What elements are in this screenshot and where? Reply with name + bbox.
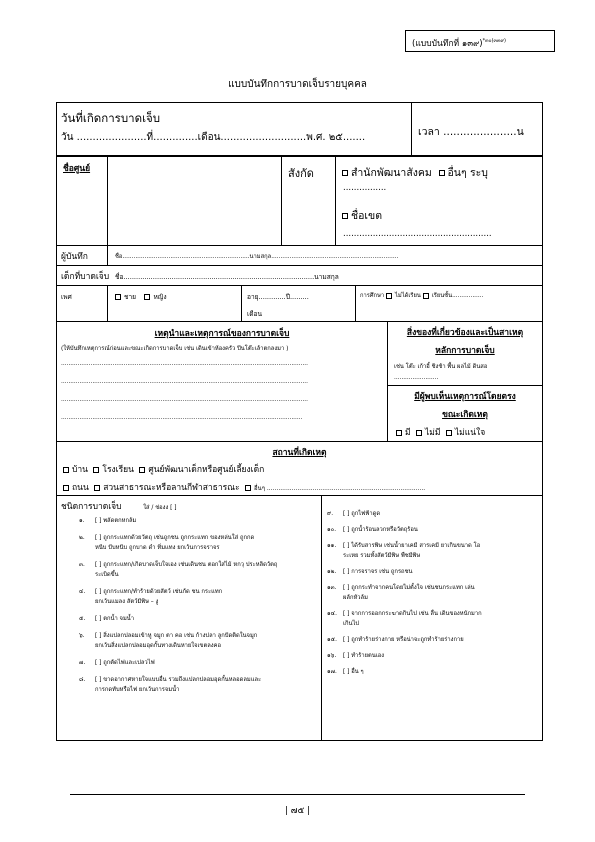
place-options-row-1[interactable]: บ้าน โรงเรียน ศูนย์พัฒนาเด็กหรือศูนย์เลี้ยงเด็ก — [63, 462, 264, 476]
injury-type-text: [ ] ถูกทำร้ายร่างกาย หรือน่าจะถูกทำร้ายร่างกาย — [343, 637, 464, 643]
divider — [57, 245, 542, 246]
injury-type-text: [ ] จากการออกกระฆาดกินไป เช่น ลื่น เดินของหนักมาก — [343, 611, 482, 617]
cause-line-2[interactable]: ...................................................................................................................................... — [61, 379, 308, 385]
injury-type-text: [ ] ถูกกระแทก/ทำร้ายด้วยสัตว์ เช่นกัด ชน กระแทก — [95, 589, 223, 595]
injury-type-number: ๑๐. — [327, 527, 337, 533]
form-frame — [56, 102, 543, 741]
checkbox-park[interactable] — [94, 485, 100, 491]
injury-type-text-continued: หนีบ บีบหนีบ ถูกบาด ดำ ทิ่มแทง ยกเว้นการจราจร — [95, 545, 220, 551]
injury-type-number: ๓. — [79, 562, 85, 568]
injury-type-text-continued: ระเหย รวมทั้งสัตว์มีพิษ พืชมีพิษ — [343, 553, 421, 559]
checkbox[interactable] — [439, 170, 445, 176]
injury-type-text: [ ] ตกน้ำ จมน้ำ — [95, 616, 134, 622]
injury-type-item[interactable] — [79, 559, 277, 569]
injury-type-item[interactable] — [327, 540, 480, 550]
checkbox-school[interactable] — [93, 467, 99, 473]
divider — [57, 265, 542, 266]
sex-options[interactable]: ชาย หญิง — [115, 291, 167, 302]
injury-type-number: ๑๕. — [327, 637, 337, 643]
divider — [387, 385, 542, 386]
injury-type-text-continued: ระเบิดขึ้น — [95, 572, 119, 578]
place-heading: สถานที่เกิดเหตุ — [272, 448, 327, 458]
form-number-box — [405, 30, 555, 52]
witness-heading-1: มีผู้พบเห็นเหตุการณ์โดยตรง — [414, 392, 516, 402]
divider — [57, 321, 542, 322]
sex-label: เพศ — [61, 293, 72, 301]
place-options-row-2[interactable]: ถนน สวนสาธารณะหรือลานกีฬาสาธารณะ อื่นๆ ................................................................................... — [63, 480, 425, 494]
injury-type-item[interactable] — [79, 657, 155, 667]
injury-type-item[interactable] — [79, 532, 254, 542]
injury-type-text: [ ] ขาดอากาศหายใจแบบอื่น รวมถึงแปลกปลอมอุดกั้นหลอดลมและ — [95, 677, 262, 683]
related-object-line[interactable]: ........................ — [394, 375, 439, 381]
page-number: | ๗๕ | — [284, 806, 311, 816]
injury-type-text-continued: ยกเว้นสิ่งแปลกปลอมอุดกั้นทางเดินหายใจเขตลงคอ — [95, 643, 221, 649]
related-object-heading-2: หลักการบาดเจ็บ — [435, 346, 495, 356]
cause-line-1[interactable]: ...................................................................................................................................... — [61, 361, 308, 367]
injury-type-number: ๑๔. — [327, 611, 337, 617]
recorder-name-line[interactable]: ชื่อ.....................................................................นามสกุล..................................................................... — [115, 254, 399, 260]
child-name-line[interactable]: ชื่อ...........................................................................................นามสกุล — [115, 273, 339, 281]
injury-type-text: [ ] ถูกไฟฟ้าดูด — [343, 511, 381, 517]
divider — [107, 155, 108, 245]
form-number-suffix: *๓๐(๓๓๙) — [482, 38, 506, 45]
injury-type-text-continued: ผลักหัวล้ม — [343, 595, 368, 601]
injury-type-item[interactable] — [327, 566, 412, 576]
affiliation-option-district[interactable]: ชื่อเขต — [342, 207, 382, 224]
injury-type-text: [ ] ได้รับสารพิษ เช่นน้ำยาเคมี สารเคมี ยาเกินขนาด โอ — [343, 543, 481, 549]
divider — [107, 245, 108, 265]
affiliation-label: สังกัด — [288, 167, 314, 180]
injury-type-text: [ ] พลัดตกหกล้ม — [95, 518, 137, 524]
injury-type-number: ๖. — [79, 633, 85, 639]
injury-type-text: [ ] ถูกตัดไฟและเปลวไฟ — [95, 660, 155, 666]
injury-type-number: ๑๓. — [327, 585, 337, 591]
injury-type-number: ๑. — [79, 518, 85, 524]
divider — [107, 285, 108, 321]
checkbox-childcare[interactable] — [139, 467, 145, 473]
injury-type-item[interactable] — [327, 582, 475, 592]
injury-type-item[interactable] — [327, 666, 364, 676]
witness-heading-2: ขณะเกิดเหตุ — [442, 410, 488, 420]
injury-type-item[interactable] — [327, 608, 482, 618]
injury-type-text: [ ] ถูกกระทำจากคนโดยไม่ตั้งใจ เช่นชนกระแทก เล่น — [343, 585, 475, 591]
injury-type-text-continued: ยกเว้นแมลง สัตว์มีพิษ – งู — [95, 599, 159, 605]
injury-type-text: [ ] ถูกน้ำร้อนลวกหรือวัตถุร้อน — [343, 527, 418, 533]
footer-rule — [70, 794, 525, 795]
checkbox-not-studying[interactable] — [386, 293, 392, 299]
cause-heading: เหตุนำและเหตุการณ์ของการบาดเจ็บ — [154, 329, 290, 339]
divider — [57, 495, 542, 496]
injury-type-number: ๑๑. — [327, 543, 337, 549]
injury-type-number: ๘. — [79, 677, 86, 683]
injury-type-number: ๕. — [79, 616, 86, 622]
injury-type-number: ๑๗. — [327, 669, 337, 675]
divider — [57, 285, 542, 286]
district-line[interactable]: ....................................................... — [343, 229, 492, 239]
injury-type-text: [ ] อื่น ๆ — [343, 669, 364, 675]
checkbox-road[interactable] — [63, 485, 69, 491]
injury-type-item[interactable] — [327, 634, 464, 644]
cause-line-4[interactable]: ................................................................................................................................... — [61, 415, 303, 421]
divider — [411, 103, 412, 155]
cause-line-3[interactable]: ...................................................................................................................................... — [61, 397, 308, 403]
checkbox[interactable] — [342, 213, 348, 219]
form-number: (แบบบันทึกที่ ๑๓๙) — [412, 39, 483, 49]
injury-type-item[interactable] — [79, 515, 136, 525]
injury-type-text: [ ] ทำร้ายตนเอง — [343, 653, 385, 659]
divider — [241, 285, 242, 321]
recorder-label: ผู้บันทึก — [61, 252, 88, 262]
checkbox-studying[interactable] — [423, 293, 429, 299]
injury-type-item[interactable] — [79, 630, 257, 640]
injury-type-item[interactable] — [79, 674, 261, 684]
education-field[interactable]: การศึกษา ไม่ได้เรียน เรียนชั้น................. — [360, 293, 484, 299]
injury-type-text: [ ] ถูกกระแทกด้วยวัตถุ เช่นถูกชน ถูกกระแทก ของหล่นใส่ ถูกกด — [95, 535, 255, 541]
injury-type-item[interactable] — [327, 524, 418, 534]
month-label: เดือน — [247, 310, 263, 318]
related-object-heading-1: สิ่งของที่เกี่ยวข้องและเป็นสาเหตุ — [406, 328, 524, 338]
checkbox-male[interactable] — [115, 294, 121, 300]
checkbox-other[interactable] — [245, 485, 251, 491]
divider — [355, 285, 356, 321]
checkbox-home[interactable] — [63, 467, 69, 473]
injury-type-number: ๗. — [79, 660, 86, 666]
cause-note: (ให้บันทึกเหตุการณ์ก่อนและขณะเกิดการบาดเจ็บ เช่น เดินเข้าห้องครัว ปีนโต๊ะเล้าตกลงมา ) — [61, 346, 289, 352]
divider — [57, 155, 542, 157]
injury-type-text: [ ] ถูกกระแทก/เกิดบาดเจ็บใจเอง เช่นเดินชน ตอกใส่ไม้ หกวุ ประหลิดวัตถุ — [95, 562, 278, 568]
injury-type-text: [ ] สิ่งแปลกปลอมเข้าหู จมูก ตา คอ เช่น ก้างปลา ลูกปัดติดในจมูก — [95, 633, 258, 639]
divider — [281, 155, 282, 245]
affiliation-other-line[interactable]: ................ — [343, 183, 387, 193]
divider — [387, 321, 388, 441]
injury-type-number: ๙. — [327, 511, 334, 517]
injury-type-number: ๑๖. — [327, 653, 337, 659]
injury-type-number: ๔. — [79, 589, 86, 595]
injury-type-heading: ชนิดการบาดเจ็บ ใส่ / ช่องง [ ] — [61, 502, 177, 512]
injury-type-item[interactable] — [327, 650, 384, 660]
checkbox-no[interactable] — [416, 430, 422, 436]
related-object-examples: เช่น โต๊ะ เก้าอี้ ชิงช้า พื้น ผลไม้ ดินสอ — [394, 364, 488, 370]
injury-type-text-continued: การกดทับหรือไฟ ยกเว้นการจมน้ำ — [95, 687, 180, 693]
injury-date-line[interactable]: วัน ......................ที่..............เดือน...........................พ.ศ. ๒๕....... — [61, 132, 366, 143]
checkbox-female[interactable] — [144, 294, 150, 300]
witness-options[interactable]: มี ไม่มี ไม่แน่ใจ — [396, 425, 485, 439]
injury-type-text: [ ] การจราจร เช่น ถูกรถชน — [343, 569, 413, 575]
injury-type-item[interactable] — [327, 508, 380, 518]
injury-type-text-continued: เกินไป — [343, 621, 360, 627]
checkbox-yes[interactable] — [396, 430, 402, 436]
checkbox-unsure[interactable] — [446, 430, 452, 436]
injury-type-number: ๒. — [79, 535, 85, 541]
age-field[interactable]: อายุ.............ปี......... — [247, 293, 309, 301]
injury-type-item[interactable] — [79, 586, 222, 596]
divider — [321, 495, 322, 740]
injury-type-item[interactable] — [79, 613, 134, 623]
affiliation-option-social[interactable]: สำนักพัฒนาสังคม อื่นๆ ระบุ — [342, 164, 488, 181]
divider — [57, 441, 542, 442]
injury-type-number: ๑๒. — [327, 569, 337, 575]
child-label: เด็กที่บาดเจ็บ — [61, 272, 110, 282]
center-name-label: ชื่อศูนย์ — [63, 164, 91, 174]
checkbox[interactable] — [342, 170, 348, 176]
time-field[interactable]: เวลา ......................น — [418, 126, 524, 138]
injury-date-heading: วันที่เกิดการบาดเจ็บ — [61, 111, 161, 125]
divider — [335, 155, 336, 245]
form-title: แบบบันทึกการบาดเจ็บรายบุคคล — [228, 79, 367, 90]
